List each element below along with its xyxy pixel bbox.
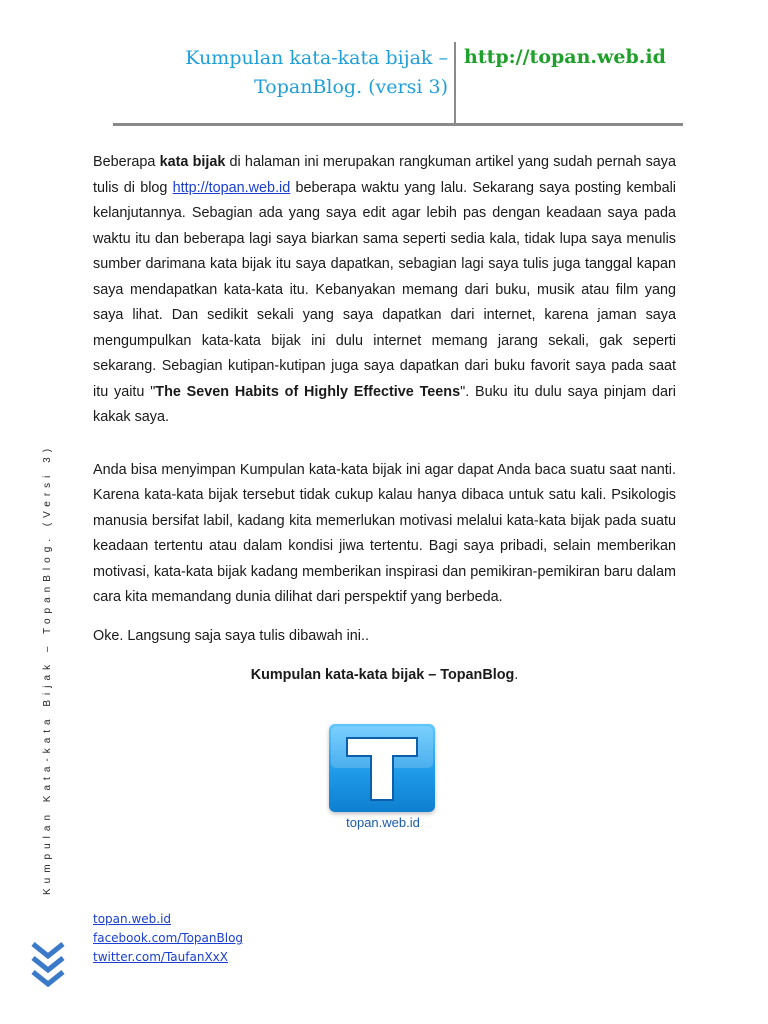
intro-paragraph: Beberapa kata bijak di halaman ini merupakan rangkuman artikel yang sudah pernah saya tulis di blog http://topan.web.id beberapa waktu yang lalu. Sekarang saya posting kembali kelanjutannya. Sebagian ada yang saya edit agar lebih pas dengan keadaan saya pada waktu itu dan beberapa lagi saya biarkan sama seperti sedia kala, tidak lupa saya menulis sumber darimana kata bijak itu saya dapatkan, sebagian lagi saya tulis juga tanggal kapan saya mendapatkan kata-kata itu. Kebanyakan memang dari buku, musik atau film yang saya lihat. Dan sedikit sekali yang saya dapatkan dari internet, karena jaman saya mengumpulkan kata-kata bijak ini dulu internet memang jarang sekali, gak seperti sekarang. Sebagian kutipan-kutipan juga saya dapatkan dari buku favorit saya pada saat itu yaitu "The Seven Habits of Highly Effective Teens". Buku itu dulu saya pinjam dari kakak saya. [93, 154, 676, 425]
document-title [150, 44, 448, 102]
book-title: The Seven Habits of Highly Effective Teens [155, 383, 461, 400]
section-title: Kumpulan kata-kata bijak – TopanBlog. [250, 667, 519, 683]
logo-badge [329, 724, 435, 812]
chevron-2 [33, 958, 63, 970]
logo-letter: T [382, 807, 384, 809]
chevron-3 [33, 972, 63, 984]
chevron-down-icon [30, 940, 66, 996]
header-vertical-divider [454, 42, 456, 124]
motivation-paragraph: Anda bisa menyimpan Kumpulan kata-kata bijak ini agar dapat Anda baca suatu saat nanti. Karena kata-kata bijak tersebut tidak cukup kalau hanya dibaca untuk satu kali. Psikologis manusia bersifat labil, kadang kita memerlukan motivasi melalui kata-kata bijak pada suatu keadaan tertentu atau dalam kondisi jiwa tertentu. Bagi saya pribadi, selain memberikan motivasi, kata-kata bijak kadang memberikan inspirasi dan pemikiran-pemikiran baru dalam cara kita memandang dunia dilihat dari perspektif yang berbeda. [93, 461, 676, 605]
transition-paragraph: Oke. Langsung saja saya tulis dibawah ini.. [93, 627, 369, 644]
footer-link-facebook[interactable]: facebook.com/TopanBlog [93, 931, 244, 945]
header-horizontal-divider [113, 123, 683, 126]
logo-caption: topan.web.id [346, 815, 420, 830]
document-body [93, 150, 676, 689]
vertical-side-title: Kumpulan Kata-kata Bijak – TopanBlog. (Versi 3) [42, 443, 53, 895]
topan-logo [327, 721, 439, 839]
header-url: http://topan.web.id [464, 46, 666, 68]
document-title-line2: TopanBlog. (versi 3) [254, 76, 448, 98]
logo-t-icon [329, 724, 435, 812]
bold-phrase: kata bijak [159, 154, 226, 170]
blog-link[interactable]: http://topan.web.id [172, 179, 291, 196]
footer-links [93, 910, 243, 967]
footer-link-twitter[interactable]: twitter.com/TaufanXxX [93, 950, 228, 964]
chevron-1 [33, 944, 63, 956]
document-title-line1: Kumpulan kata-kata bijak – [185, 47, 448, 69]
footer-link-website[interactable]: topan.web.id [93, 912, 172, 926]
